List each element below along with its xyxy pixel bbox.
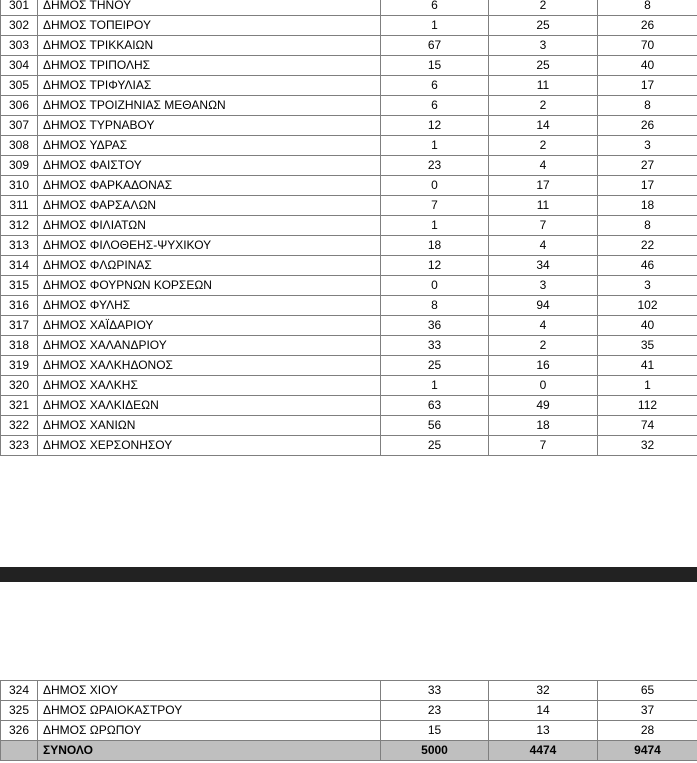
value-b-cell: 3 <box>489 36 598 56</box>
value-a-cell: 0 <box>381 276 489 296</box>
row-index-cell: 321 <box>1 396 38 416</box>
value-total-cell: 17 <box>598 76 697 96</box>
value-total-cell: 102 <box>598 296 697 316</box>
value-b-cell: 32 <box>489 681 598 701</box>
value-a-cell: 1 <box>381 376 489 396</box>
municipality-name-cell: ΔΗΜΟΣ ΧΙΟΥ <box>38 681 381 701</box>
value-a-cell: 18 <box>381 236 489 256</box>
value-a-cell: 33 <box>381 681 489 701</box>
row-index-cell: 309 <box>1 156 38 176</box>
value-a-cell: 23 <box>381 701 489 721</box>
value-b-cell: 16 <box>489 356 598 376</box>
value-total-cell: 26 <box>598 116 697 136</box>
table-row <box>1 116 697 136</box>
table-row <box>1 276 697 296</box>
value-total-cell: 26 <box>598 16 697 36</box>
value-total-cell: 3 <box>598 276 697 296</box>
municipality-name-cell: ΔΗΜΟΣ ΧΑΛΑΝΔΡΙΟΥ <box>38 336 381 356</box>
value-b-cell: 49 <box>489 396 598 416</box>
row-index-cell: 314 <box>1 256 38 276</box>
value-b-cell: 2 <box>489 0 598 16</box>
table-row <box>1 236 697 256</box>
value-total-cell: 8 <box>598 96 697 116</box>
municipality-name-cell: ΔΗΜΟΣ ΧΑΛΚΗΣ <box>38 376 381 396</box>
value-a-cell: 6 <box>381 76 489 96</box>
municipality-name-cell: ΔΗΜΟΣ ΦΛΩΡΙΝΑΣ <box>38 256 381 276</box>
table-row <box>1 396 697 416</box>
value-total-cell: 112 <box>598 396 697 416</box>
table-row <box>1 701 697 721</box>
table-row <box>1 156 697 176</box>
municipality-name-cell: ΔΗΜΟΣ ΤΡΙΦΥΛΙΑΣ <box>38 76 381 96</box>
table-row <box>1 176 697 196</box>
table-row <box>1 0 697 16</box>
row-index-cell: 310 <box>1 176 38 196</box>
table-row <box>1 216 697 236</box>
municipality-name-cell: ΔΗΜΟΣ ΤΟΠΕΙΡΟΥ <box>38 16 381 36</box>
value-b-cell: 2 <box>489 336 598 356</box>
value-total-cell: 46 <box>598 256 697 276</box>
municipality-name-cell: ΔΗΜΟΣ ΦΥΛΗΣ <box>38 296 381 316</box>
total-row <box>1 741 697 761</box>
value-a-cell: 25 <box>381 436 489 456</box>
table-row <box>1 436 697 456</box>
table-row <box>1 136 697 156</box>
value-b-cell: 4 <box>489 156 598 176</box>
value-b-cell: 7 <box>489 216 598 236</box>
row-index-cell: 311 <box>1 196 38 216</box>
value-a-cell: 23 <box>381 156 489 176</box>
table-row <box>1 356 697 376</box>
value-total-cell: 41 <box>598 356 697 376</box>
municipality-name-cell: ΔΗΜΟΣ ΦΙΛΟΘΕΗΣ-ΨΥΧΙΚΟΥ <box>38 236 381 256</box>
municipality-name-cell: ΔΗΜΟΣ ΩΡΑΙΟΚΑΣΤΡΟΥ <box>38 701 381 721</box>
table-row <box>1 416 697 436</box>
value-b-cell: 11 <box>489 196 598 216</box>
value-total-cell: 65 <box>598 681 697 701</box>
row-index-cell: 324 <box>1 681 38 701</box>
value-total-cell: 40 <box>598 56 697 76</box>
value-a-cell: 8 <box>381 296 489 316</box>
value-b-cell: 94 <box>489 296 598 316</box>
value-total-cell: 1 <box>598 376 697 396</box>
row-index-cell: 317 <box>1 316 38 336</box>
table-body-top <box>1 0 697 456</box>
row-index-cell: 304 <box>1 56 38 76</box>
value-a-cell: 36 <box>381 316 489 336</box>
table-row <box>1 256 697 276</box>
value-a-cell: 12 <box>381 256 489 276</box>
value-total-cell: 8 <box>598 216 697 236</box>
municipality-name-cell: ΔΗΜΟΣ ΥΔΡΑΣ <box>38 136 381 156</box>
table-body-bottom <box>1 681 697 761</box>
value-a-cell: 56 <box>381 416 489 436</box>
row-index-cell: 312 <box>1 216 38 236</box>
value-b-cell: 14 <box>489 701 598 721</box>
value-a-cell: 1 <box>381 216 489 236</box>
row-index-cell: 301 <box>1 0 38 16</box>
value-total-cell: 27 <box>598 156 697 176</box>
municipality-name-cell: ΔΗΜΟΣ ΤΡΙΠΟΛΗΣ <box>38 56 381 76</box>
municipality-name-cell: ΔΗΜΟΣ ΤΡΟΙΖΗΝΙΑΣ ΜΕΘΑΝΩΝ <box>38 96 381 116</box>
value-total-cell: 74 <box>598 416 697 436</box>
table-row <box>1 336 697 356</box>
value-total-cell: 35 <box>598 336 697 356</box>
value-a-cell: 1 <box>381 136 489 156</box>
row-index-cell: 316 <box>1 296 38 316</box>
table-row <box>1 36 697 56</box>
municipality-table-bottom <box>0 680 697 761</box>
value-b-cell: 4 <box>489 316 598 336</box>
value-total-cell: 22 <box>598 236 697 256</box>
value-b-cell: 18 <box>489 416 598 436</box>
municipality-name-cell: ΔΗΜΟΣ ΦΑΡΣΑΛΩΝ <box>38 196 381 216</box>
table-row <box>1 316 697 336</box>
value-b-cell: 3 <box>489 276 598 296</box>
total-index-cell <box>1 741 38 761</box>
value-total-cell: 32 <box>598 436 697 456</box>
table-row <box>1 296 697 316</box>
row-index-cell: 302 <box>1 16 38 36</box>
value-total-cell: 17 <box>598 176 697 196</box>
table-row <box>1 721 697 741</box>
value-b-cell: 17 <box>489 176 598 196</box>
value-a-cell: 12 <box>381 116 489 136</box>
page-break-bar <box>0 567 697 582</box>
value-total-cell: 3 <box>598 136 697 156</box>
row-index-cell: 323 <box>1 436 38 456</box>
value-total-cell: 8 <box>598 0 697 16</box>
municipality-name-cell: ΔΗΜΟΣ ΤΥΡΝΑΒΟΥ <box>38 116 381 136</box>
municipality-name-cell: ΔΗΜΟΣ ΧΕΡΣΟΝΗΣΟΥ <box>38 436 381 456</box>
table-row <box>1 56 697 76</box>
municipality-name-cell: ΔΗΜΟΣ ΤΡΙΚΚΑΙΩΝ <box>38 36 381 56</box>
municipality-name-cell: ΔΗΜΟΣ ΩΡΩΠΟΥ <box>38 721 381 741</box>
table-row <box>1 681 697 701</box>
row-index-cell: 305 <box>1 76 38 96</box>
value-b-cell: 2 <box>489 96 598 116</box>
row-index-cell: 322 <box>1 416 38 436</box>
total-label-cell: ΣΥΝΟΛΟ <box>38 741 381 761</box>
row-index-cell: 306 <box>1 96 38 116</box>
value-b-cell: 13 <box>489 721 598 741</box>
municipality-name-cell: ΔΗΜΟΣ ΦΑΡΚΑΔΟΝΑΣ <box>38 176 381 196</box>
value-b-cell: 25 <box>489 56 598 76</box>
total-c-cell: 9474 <box>598 741 697 761</box>
total-a-cell: 5000 <box>381 741 489 761</box>
value-b-cell: 2 <box>489 136 598 156</box>
value-total-cell: 70 <box>598 36 697 56</box>
table-row <box>1 376 697 396</box>
row-index-cell: 308 <box>1 136 38 156</box>
row-index-cell: 315 <box>1 276 38 296</box>
value-b-cell: 4 <box>489 236 598 256</box>
value-b-cell: 0 <box>489 376 598 396</box>
value-a-cell: 63 <box>381 396 489 416</box>
value-b-cell: 11 <box>489 76 598 96</box>
table-row <box>1 196 697 216</box>
value-total-cell: 18 <box>598 196 697 216</box>
row-index-cell: 320 <box>1 376 38 396</box>
value-total-cell: 28 <box>598 721 697 741</box>
row-index-cell: 307 <box>1 116 38 136</box>
table-row <box>1 76 697 96</box>
row-index-cell: 303 <box>1 36 38 56</box>
value-a-cell: 33 <box>381 336 489 356</box>
value-b-cell: 34 <box>489 256 598 276</box>
value-a-cell: 7 <box>381 196 489 216</box>
value-a-cell: 15 <box>381 721 489 741</box>
table-row <box>1 16 697 36</box>
value-a-cell: 6 <box>381 96 489 116</box>
row-index-cell: 313 <box>1 236 38 256</box>
municipality-name-cell: ΔΗΜΟΣ ΦΑΙΣΤΟΥ <box>38 156 381 176</box>
row-index-cell: 319 <box>1 356 38 376</box>
value-a-cell: 0 <box>381 176 489 196</box>
value-b-cell: 14 <box>489 116 598 136</box>
total-b-cell: 4474 <box>489 741 598 761</box>
value-total-cell: 37 <box>598 701 697 721</box>
municipality-name-cell: ΔΗΜΟΣ ΧΑΛΚΙΔΕΩΝ <box>38 396 381 416</box>
value-b-cell: 25 <box>489 16 598 36</box>
municipality-name-cell: ΔΗΜΟΣ ΧΑΪΔΑΡΙΟΥ <box>38 316 381 336</box>
table-row <box>1 96 697 116</box>
value-a-cell: 25 <box>381 356 489 376</box>
value-b-cell: 7 <box>489 436 598 456</box>
value-a-cell: 1 <box>381 16 489 36</box>
municipality-name-cell: ΔΗΜΟΣ ΦΙΛΙΑΤΩΝ <box>38 216 381 236</box>
row-index-cell: 318 <box>1 336 38 356</box>
row-index-cell: 326 <box>1 721 38 741</box>
value-a-cell: 67 <box>381 36 489 56</box>
municipality-name-cell: ΔΗΜΟΣ ΦΟΥΡΝΩΝ ΚΟΡΣΕΩΝ <box>38 276 381 296</box>
municipality-name-cell: ΔΗΜΟΣ ΧΑΝΙΩΝ <box>38 416 381 436</box>
value-a-cell: 6 <box>381 0 489 16</box>
value-a-cell: 15 <box>381 56 489 76</box>
municipality-name-cell: ΔΗΜΟΣ ΧΑΛΚΗΔΟΝΟΣ <box>38 356 381 376</box>
value-total-cell: 40 <box>598 316 697 336</box>
row-index-cell: 325 <box>1 701 38 721</box>
municipality-name-cell: ΔΗΜΟΣ ΤΗΝΟΥ <box>38 0 381 16</box>
